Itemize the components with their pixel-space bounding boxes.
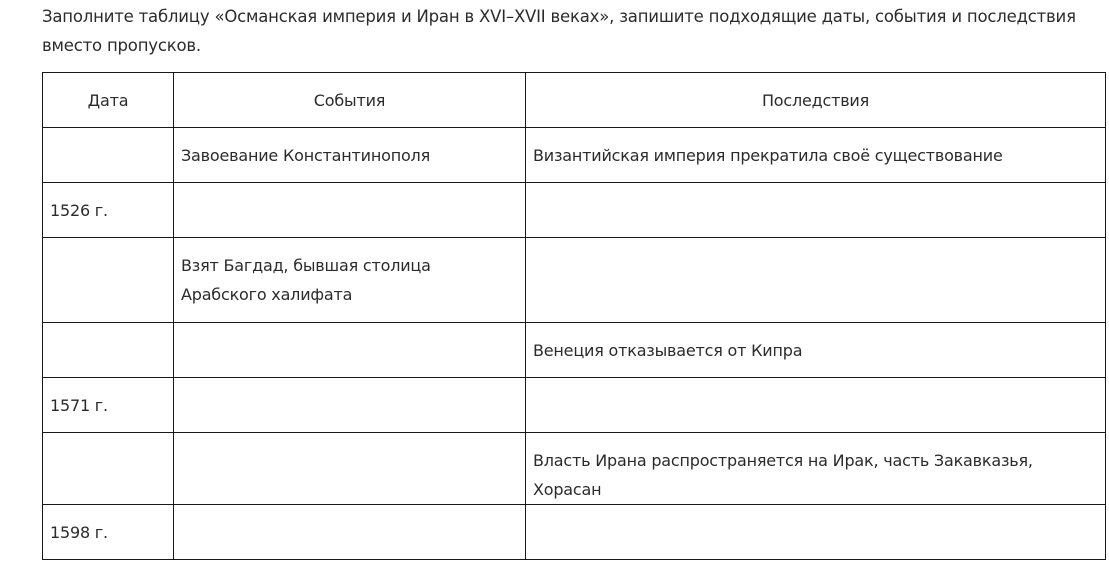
date-cell[interactable]: 1571 г. — [43, 378, 174, 433]
table-row — [43, 433, 1106, 505]
header-consequences: Последствия — [526, 73, 1106, 128]
table-row — [43, 323, 1106, 378]
event-cell[interactable] — [174, 378, 526, 433]
event-cell[interactable] — [174, 505, 526, 560]
date-cell[interactable] — [43, 238, 174, 323]
date-cell[interactable] — [43, 128, 174, 183]
header-date: Дата — [43, 73, 174, 128]
event-cell[interactable] — [174, 183, 526, 238]
consequence-cell[interactable]: Венеция отказывается от Кипра — [526, 323, 1106, 378]
event-cell[interactable]: Взят Багдад, бывшая столица Арабского халифата — [174, 238, 526, 323]
event-cell[interactable] — [174, 323, 526, 378]
table-row — [43, 238, 1106, 323]
consequence-cell[interactable] — [526, 238, 1106, 323]
event-cell[interactable]: Завоевание Константинополя — [174, 128, 526, 183]
consequence-cell[interactable]: Византийская империя прекратила своё существование — [526, 128, 1106, 183]
history-table — [42, 72, 1106, 560]
header-events: События — [174, 73, 526, 128]
event-cell[interactable] — [174, 433, 526, 505]
consequence-cell[interactable]: Власть Ирана распространяется на Ирак, часть Закавказья, Хорасан — [526, 433, 1106, 505]
consequence-cell[interactable] — [526, 378, 1106, 433]
task-instruction: Заполните таблицу «Османская империя и Иран в XVI–XVII веках», запишите подходящие даты, события и последствия вместо пропусков. — [42, 7, 1076, 55]
consequence-cell[interactable] — [526, 505, 1106, 560]
date-cell[interactable]: 1598 г. — [43, 505, 174, 560]
table-row — [43, 183, 1106, 238]
date-cell[interactable] — [43, 323, 174, 378]
date-cell[interactable] — [43, 433, 174, 505]
date-cell[interactable]: 1526 г. — [43, 183, 174, 238]
table-row — [43, 505, 1106, 560]
consequence-cell[interactable] — [526, 183, 1106, 238]
table-row — [43, 128, 1106, 183]
table-row — [43, 378, 1106, 433]
table-header-row — [43, 73, 1106, 128]
